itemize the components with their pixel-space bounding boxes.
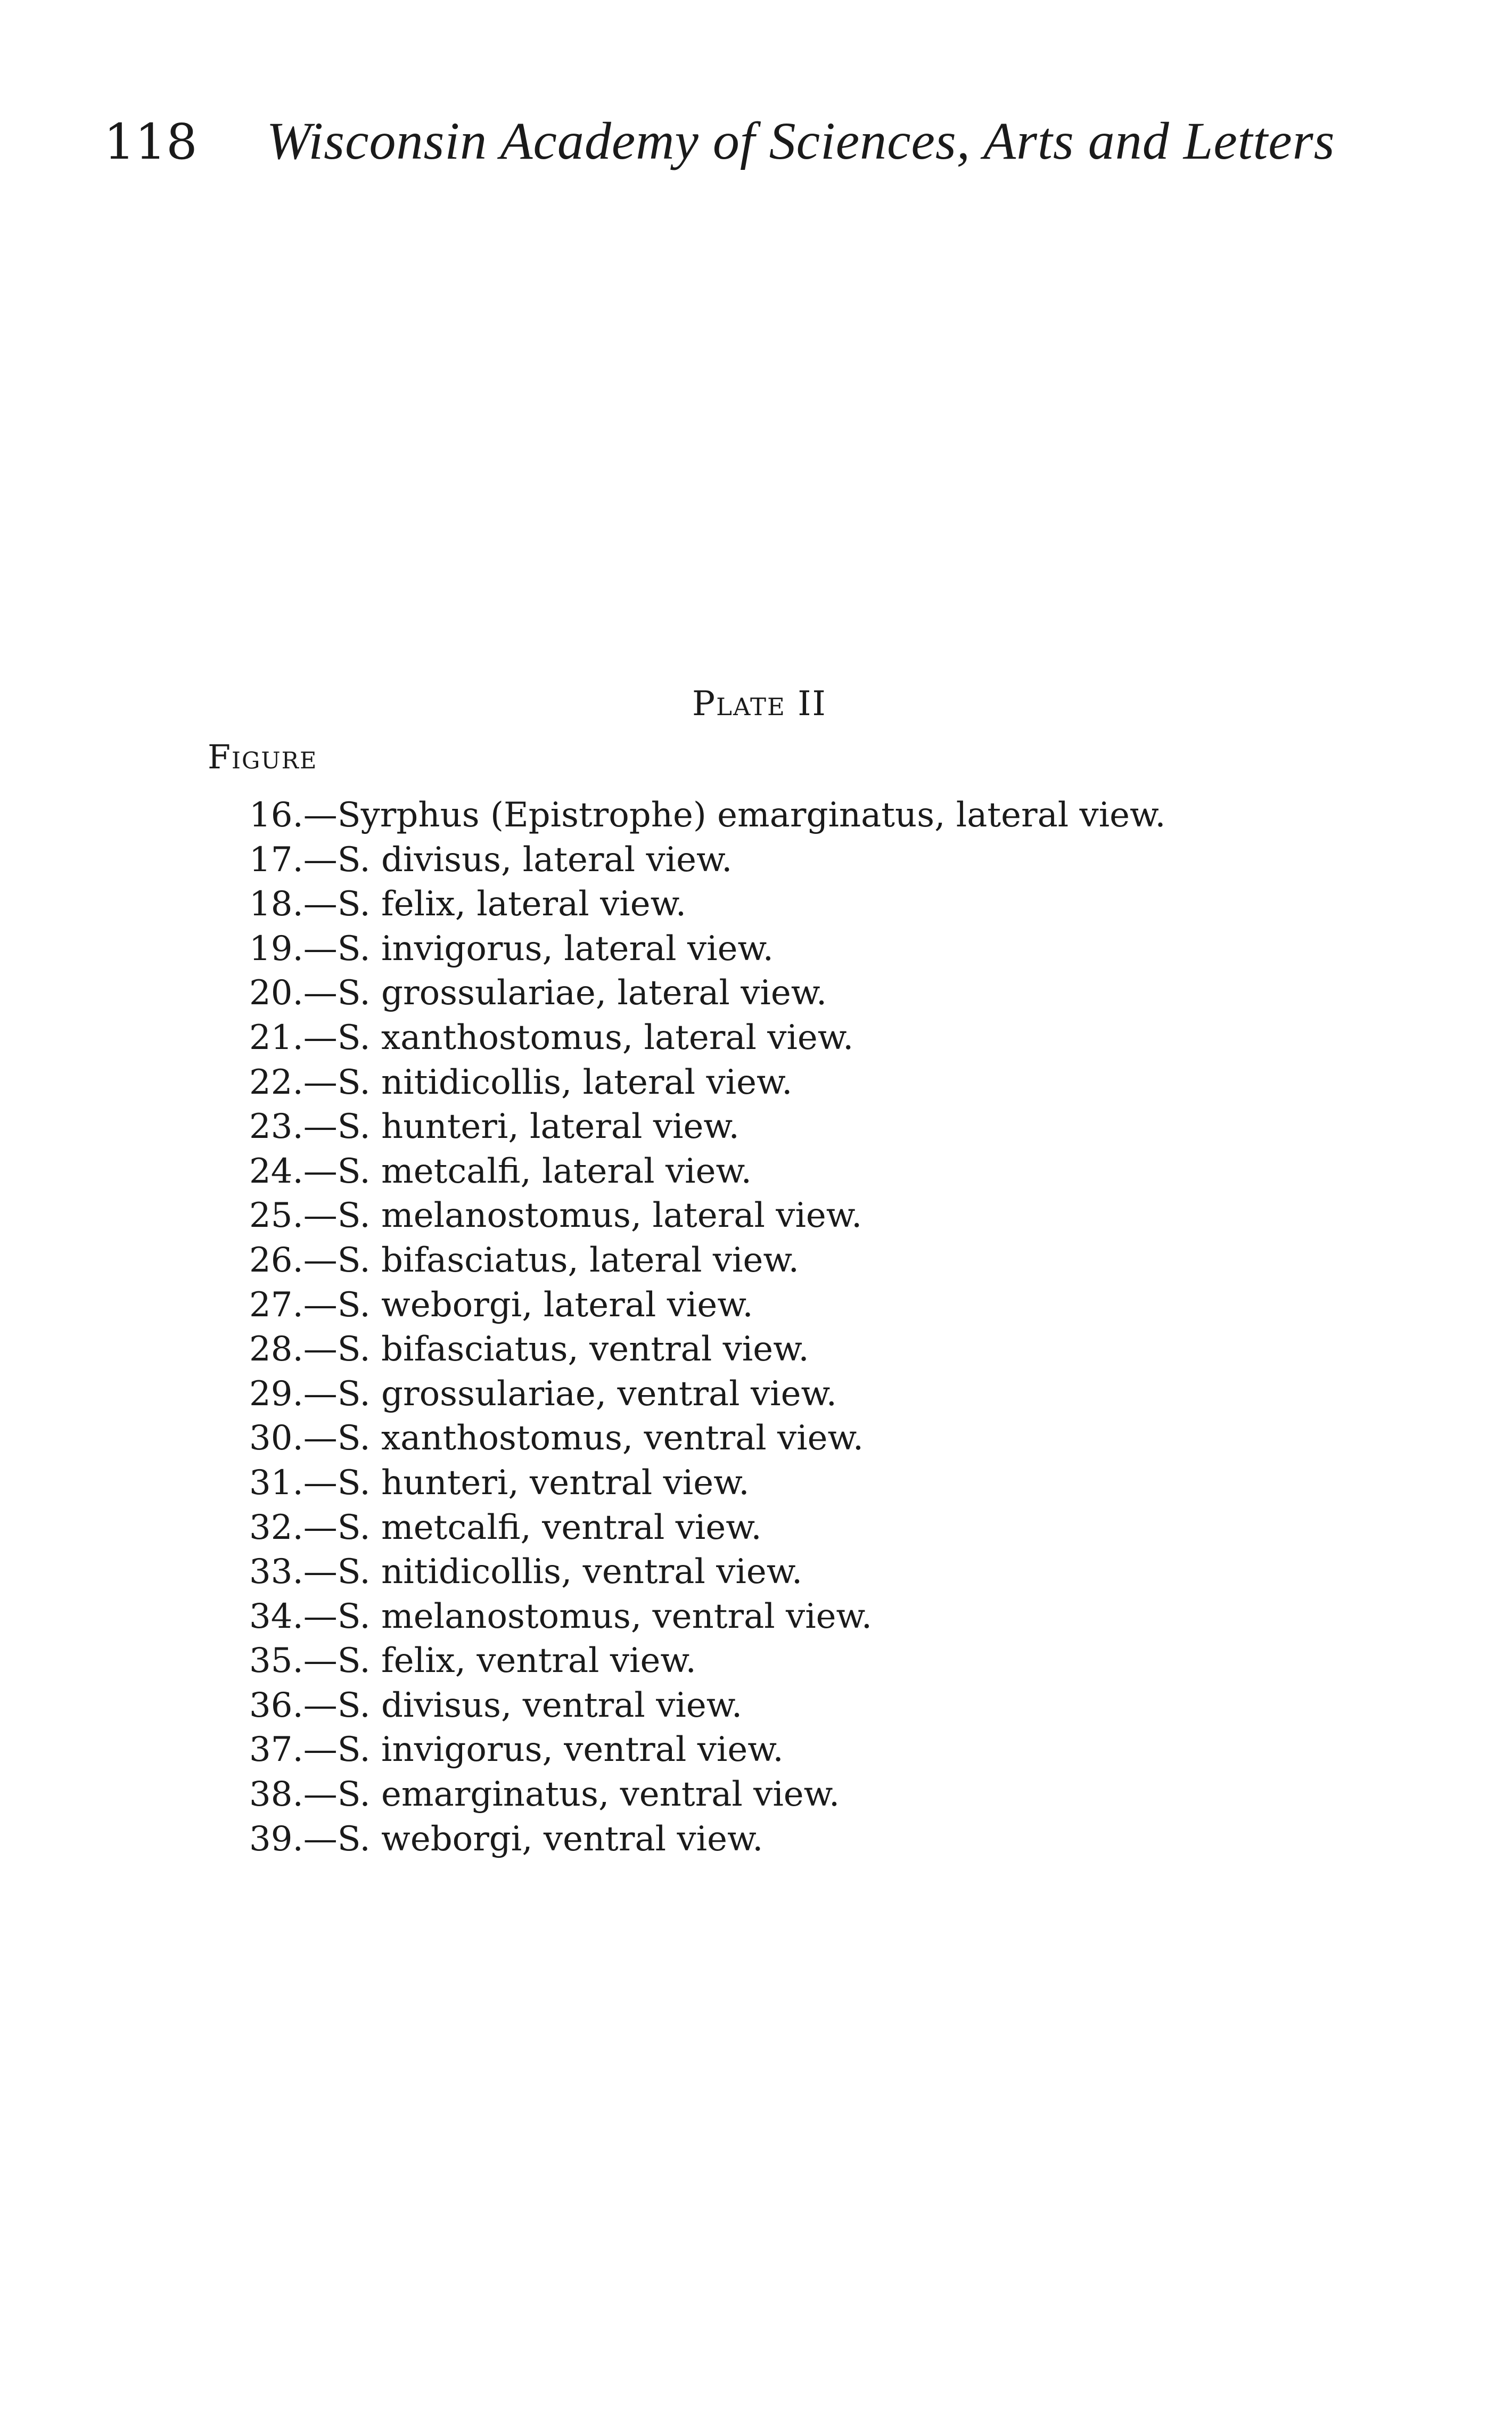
figure-entry — [249, 1061, 1314, 1105]
figure-number: 37.— — [249, 1730, 338, 1770]
figure-entry — [249, 1728, 1314, 1773]
figure-number: 32.— — [249, 1507, 338, 1547]
figure-description: S. emarginatus, ventral view. — [337, 1775, 840, 1815]
figure-number: 16.— — [249, 796, 338, 835]
figure-entry — [249, 838, 1314, 883]
figure-number: 38.— — [249, 1775, 338, 1815]
figure-entry — [249, 1150, 1314, 1194]
plate-title: Plate II — [692, 684, 827, 724]
figure-entry — [249, 1194, 1314, 1239]
figure-entry — [249, 1506, 1314, 1551]
figure-heading: Figure — [208, 737, 318, 776]
journal-title: Wisconsin Academy of Sciences, Arts and Letters — [266, 111, 1335, 170]
figure-entry — [249, 793, 1314, 838]
figure-number: 25.— — [249, 1196, 338, 1236]
figure-number: 21.— — [249, 1018, 338, 1058]
figure-entry — [249, 882, 1314, 927]
figure-description: S. xanthostomus, ventral view. — [337, 1419, 864, 1458]
figure-description: S. grossulariae, lateral view. — [337, 973, 827, 1013]
figure-description: S. divisus, ventral view. — [337, 1685, 743, 1725]
figure-number: 34.— — [249, 1596, 338, 1636]
figure-description: S. bifasciatus, lateral view. — [337, 1240, 799, 1280]
figure-number: 18.— — [249, 884, 338, 924]
page-number: 118 — [104, 113, 198, 170]
figure-entry — [249, 971, 1314, 1016]
figure-entry — [249, 1550, 1314, 1595]
figure-description: S. bifasciatus, ventral view. — [337, 1330, 809, 1370]
figure-entry — [249, 1461, 1314, 1506]
figure-number: 29.— — [249, 1374, 338, 1414]
figure-number: 36.— — [249, 1685, 338, 1725]
figure-number: 33.— — [249, 1552, 338, 1592]
figure-entry — [249, 1283, 1314, 1328]
figure-entry — [249, 1327, 1314, 1372]
figure-entry — [249, 1595, 1314, 1640]
figure-number: 22.— — [249, 1062, 338, 1102]
figure-number: 28.— — [249, 1330, 338, 1370]
figure-entry — [249, 1773, 1314, 1817]
figure-description: S. grossulariae, ventral view. — [337, 1374, 837, 1414]
figure-number: 23.— — [249, 1107, 338, 1147]
figure-description: S. metcalfi, ventral view. — [337, 1507, 762, 1547]
figure-entry — [249, 1416, 1314, 1461]
figure-description: S. weborgi, ventral view. — [337, 1819, 763, 1859]
figure-description: S. melanostomus, ventral view. — [337, 1596, 873, 1636]
figure-number: 17.— — [249, 840, 338, 880]
figure-number: 31.— — [249, 1463, 338, 1503]
figure-number: 20.— — [249, 973, 338, 1013]
figure-description: S. metcalfi, lateral view. — [337, 1151, 752, 1191]
figure-entry — [249, 1105, 1314, 1150]
figure-description: S. felix, ventral view. — [337, 1641, 696, 1681]
figure-description: S. invigorus, lateral view. — [337, 929, 774, 969]
figure-entry — [249, 1817, 1314, 1862]
figure-description: S. divisus, lateral view. — [337, 840, 733, 880]
figure-description: S. nitidicollis, ventral view. — [337, 1552, 803, 1592]
figure-entry — [249, 1016, 1314, 1061]
figure-description: S. melanostomus, lateral view. — [337, 1196, 862, 1236]
figure-description: S. nitidicollis, lateral view. — [337, 1062, 793, 1102]
figure-entry — [249, 1372, 1314, 1417]
figure-description: Syrphus (Epistrophe) emarginatus, lateral view. — [337, 796, 1166, 835]
figure-description: S. xanthostomus, lateral view. — [337, 1018, 854, 1058]
running-head — [104, 106, 1339, 176]
figure-number: 24.— — [249, 1151, 338, 1191]
figure-list — [249, 793, 1314, 1862]
figure-description: S. hunteri, lateral view. — [337, 1107, 739, 1147]
figure-description: S. invigorus, ventral view. — [337, 1730, 784, 1770]
figure-entry — [249, 1684, 1314, 1728]
figure-description: S. weborgi, lateral view. — [337, 1285, 753, 1325]
figure-number: 39.— — [249, 1819, 338, 1859]
figure-number: 35.— — [249, 1641, 338, 1681]
figure-description: S. felix, lateral view. — [337, 884, 687, 924]
figure-number: 26.— — [249, 1240, 338, 1280]
figure-number: 19.— — [249, 929, 338, 969]
figure-number: 30.— — [249, 1419, 338, 1458]
figure-description: S. hunteri, ventral view. — [337, 1463, 750, 1503]
figure-entry — [249, 1239, 1314, 1283]
figure-entry — [249, 927, 1314, 972]
figure-number: 27.— — [249, 1285, 338, 1325]
figure-entry — [249, 1639, 1314, 1684]
